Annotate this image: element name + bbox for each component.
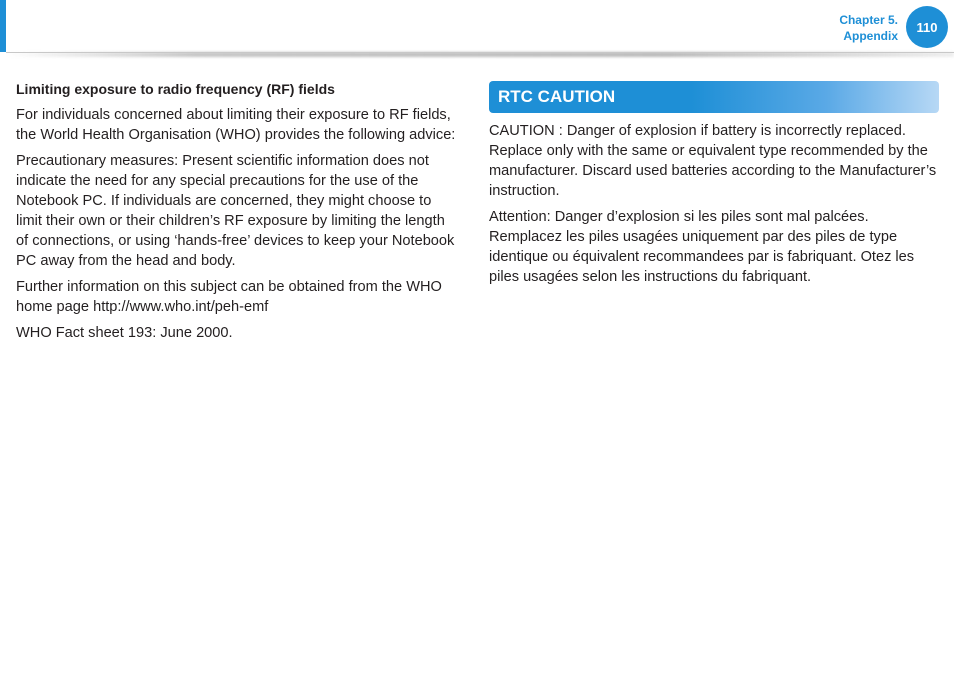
chapter-label [839, 12, 898, 44]
page-number-badge: 110 [906, 6, 948, 48]
rf-paragraph-further-info: Further information on this subject can be obtained from the WHO home page http://www.who.int/peh-emf [16, 279, 442, 315]
rf-exposure-heading: Limiting exposure to radio frequency (RF) fields [16, 81, 335, 97]
right-column [489, 81, 939, 293]
header-accent-bar [0, 0, 6, 52]
rf-paragraph-intro: For individuals concerned about limiting their exposure to RF fields, the World Health Organisation (WHO) provides the following advice: [16, 107, 456, 143]
rf-paragraph-precautions: Precautionary measures: Present scientific information does not indicate the need for any special precautions for the use of the Notebook PC. If individuals are concerned, they might choose to limit their own or their children’s RF exposure by limiting the length of connections, or using ‘hands-free’ devices to keep your Notebook PC away from the head and body. [16, 153, 455, 269]
rtc-caution-banner: RTC CAUTION [489, 81, 939, 113]
chapter-number: Chapter 5. [839, 13, 898, 27]
left-column [16, 79, 456, 349]
header-divider [6, 52, 954, 53]
rtc-caution-english: CAUTION : Danger of explosion if battery is incorrectly replaced. Replace only with the same or equivalent type recommended by the manufacturer. Discard used batteries according to the Manufacturer’s instruction. [489, 123, 937, 199]
chapter-title: Appendix [843, 29, 898, 43]
rf-paragraph-factsheet: WHO Fact sheet 193: June 2000. [16, 325, 233, 341]
rtc-caution-french: Attention: Danger d’explosion si les piles sont mal palcées. Remplacez les piles usagées uniquement par des piles de type identique ou équivalent recommandees par is fabriquant. Otez les piles usagées selon les instructions du fabriquant. [489, 209, 915, 285]
